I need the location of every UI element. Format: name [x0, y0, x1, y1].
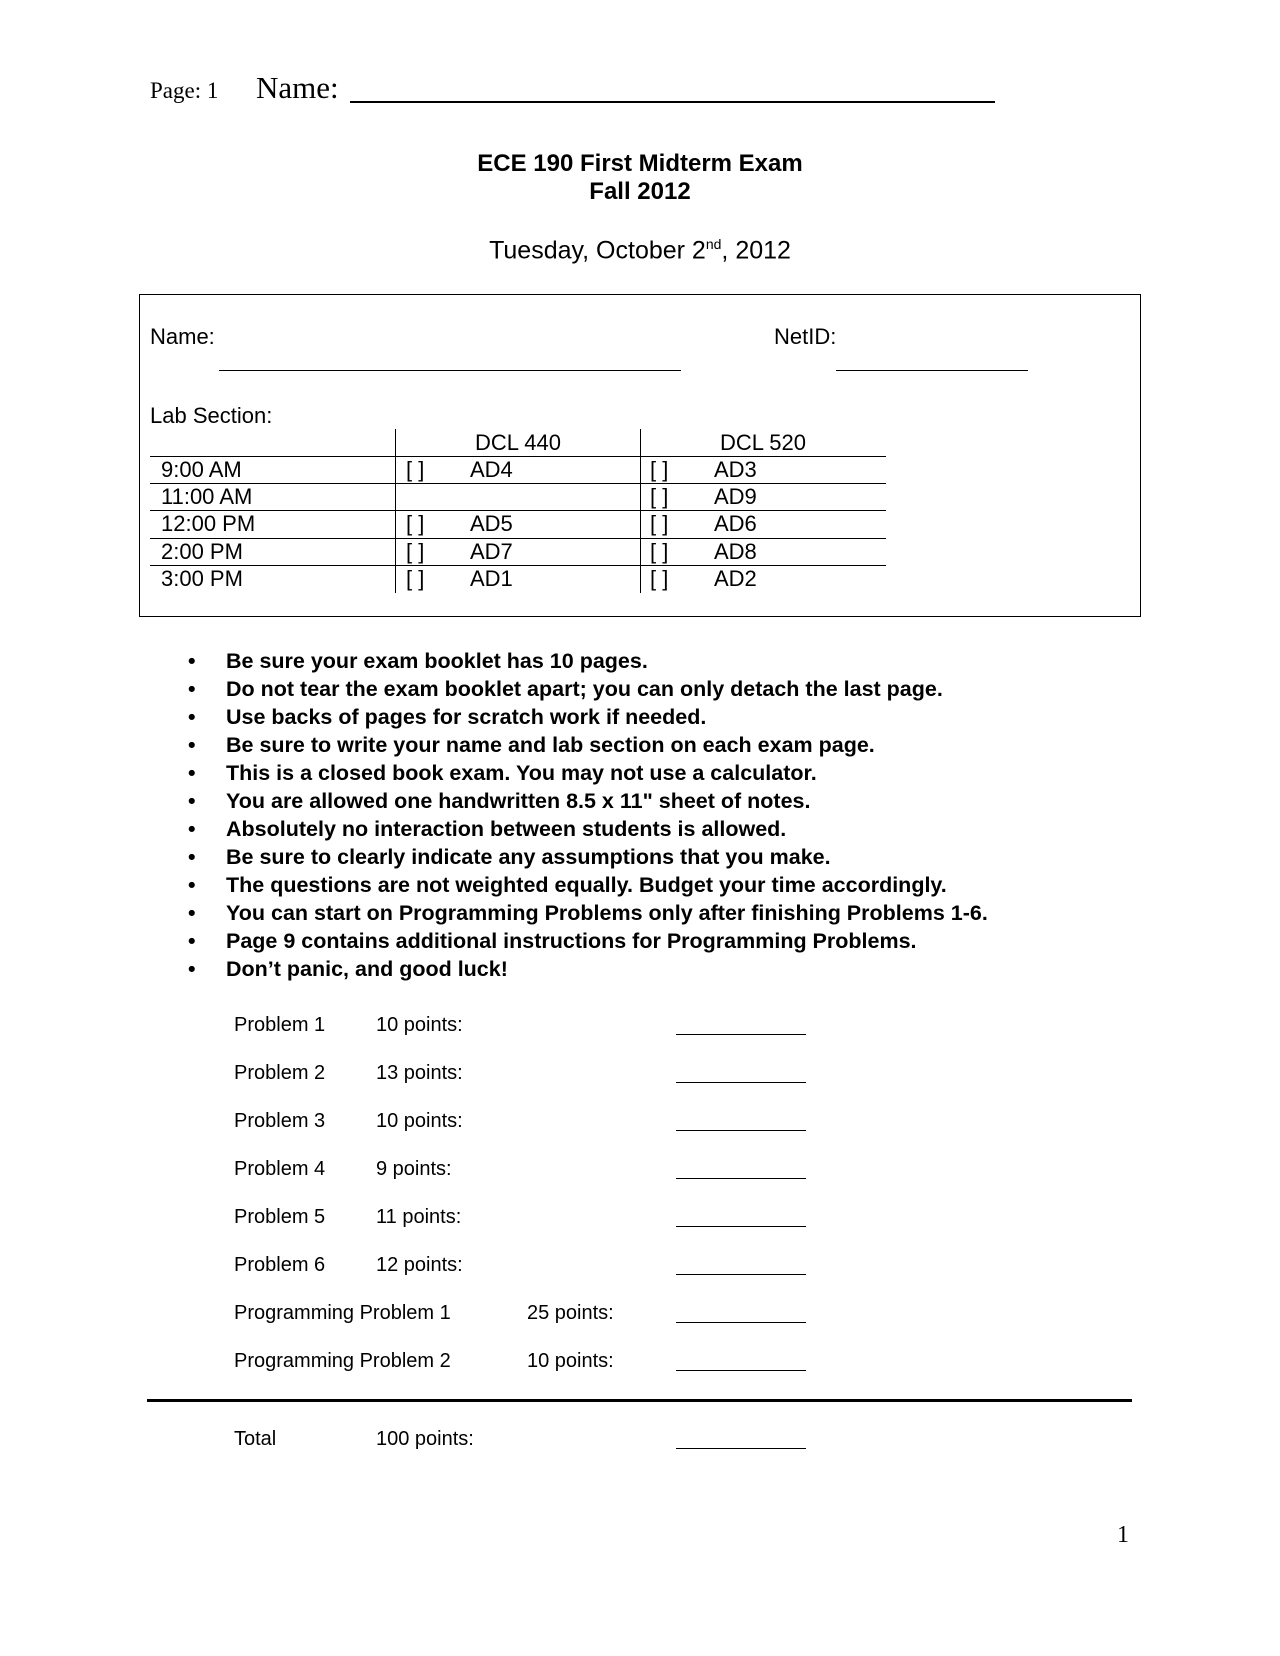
bullet-icon: •: [188, 873, 196, 897]
lab-section-code: AD1: [470, 566, 513, 591]
bullet-icon: •: [188, 677, 196, 701]
bullet-icon: •: [188, 901, 196, 925]
page-number: 1: [1117, 1522, 1129, 1548]
score-row: [0, 1350, 1280, 1376]
score-blank[interactable]: [676, 1178, 806, 1179]
lab-checkbox[interactable]: [ ]: [650, 457, 669, 482]
total-label: Total: [234, 1428, 277, 1450]
score-row: [0, 1062, 1280, 1088]
lab-section-label: Lab Section:: [150, 403, 273, 428]
score-row: [0, 1254, 1280, 1280]
lab-checkbox[interactable]: [ ]: [406, 511, 425, 536]
table-rule: [150, 510, 886, 511]
instruction-item: • This is a closed book exam. You may not use a calculator.: [188, 761, 817, 785]
instruction-item: • You can start on Programming Problems only after finishing Problems 1-6.: [188, 901, 988, 925]
instruction-item: • Be sure to clearly indicate any assumptions that you make.: [188, 845, 831, 869]
problem-points: 10 points:: [376, 1110, 463, 1132]
score-blank[interactable]: [676, 1274, 806, 1275]
score-row: [0, 1158, 1280, 1184]
score-blank[interactable]: [676, 1322, 806, 1323]
table-rule: [150, 483, 886, 484]
problem-points: 10 points:: [376, 1014, 463, 1036]
total-points: 100 points:: [376, 1428, 474, 1450]
total-row: [0, 1428, 1280, 1454]
bullet-icon: •: [188, 649, 196, 673]
bullet-icon: •: [188, 761, 196, 785]
instruction-item: • Use backs of pages for scratch work if needed.: [188, 705, 707, 729]
bullet-icon: •: [188, 929, 196, 953]
score-blank[interactable]: [676, 1130, 806, 1131]
problem-label: Problem 4: [234, 1158, 326, 1180]
info-name-label: Name:: [150, 324, 215, 349]
instruction-item: • The questions are not weighted equally. Budget your time accordingly.: [188, 873, 947, 897]
bullet-icon: •: [188, 957, 196, 981]
problem-label: Programming Problem 2: [234, 1350, 451, 1372]
lab-section-code: AD7: [470, 539, 513, 564]
table-rule: [150, 456, 886, 457]
header-name-label: Name:: [256, 70, 339, 105]
netid-label: NetID:: [774, 324, 837, 349]
score-row: [0, 1110, 1280, 1136]
lab-section-code: AD2: [714, 566, 757, 591]
lab-checkbox[interactable]: [ ]: [650, 566, 669, 591]
problem-label: Programming Problem 1: [234, 1302, 451, 1324]
lab-section-code: AD5: [470, 511, 513, 536]
lab-checkbox[interactable]: [ ]: [406, 566, 425, 591]
problem-points: 10 points:: [527, 1350, 614, 1372]
problem-points: 25 points:: [527, 1302, 614, 1324]
lab-time: 2:00 PM: [161, 539, 243, 564]
instruction-item: • Do not tear the exam booklet apart; you can only detach the last page.: [188, 677, 943, 701]
lab-checkbox[interactable]: [ ]: [650, 539, 669, 564]
problem-label: Problem 3: [234, 1110, 326, 1132]
bullet-icon: •: [188, 817, 196, 841]
instruction-item: • You are allowed one handwritten 8.5 x 11" sheet of notes.: [188, 789, 811, 813]
lab-section-code: AD3: [714, 457, 757, 482]
problem-label: Problem 6: [234, 1254, 326, 1276]
lab-section-code: AD6: [714, 511, 757, 536]
page-label: Page: 1: [150, 78, 219, 103]
exam-title: ECE 190 First Midterm Exam: [477, 150, 803, 177]
instruction-item: • Be sure to write your name and lab section on each exam page.: [188, 733, 875, 757]
exam-term: Fall 2012: [589, 178, 691, 205]
lab-time: 9:00 AM: [161, 457, 242, 482]
column-header-dcl520: DCL 520: [719, 430, 806, 455]
netid-field[interactable]: [836, 370, 1028, 371]
info-name-field[interactable]: [219, 370, 681, 371]
lab-section-code: AD9: [714, 484, 757, 509]
lab-time: 12:00 PM: [161, 511, 256, 536]
lab-section-code: AD4: [470, 457, 513, 482]
bullet-icon: •: [188, 733, 196, 757]
problem-points: 9 points:: [376, 1158, 452, 1180]
lab-time: 11:00 AM: [161, 484, 253, 509]
lab-checkbox[interactable]: [ ]: [650, 484, 669, 509]
instruction-item: • Absolutely no interaction between students is allowed.: [188, 817, 787, 841]
total-divider: [147, 1399, 1132, 1402]
score-row: [0, 1014, 1280, 1040]
total-score-blank[interactable]: [676, 1448, 806, 1449]
score-blank[interactable]: [676, 1034, 806, 1035]
score-blank[interactable]: [676, 1370, 806, 1371]
problem-points: 11 points:: [376, 1206, 462, 1228]
problem-points: 13 points:: [376, 1062, 463, 1084]
table-divider: [640, 429, 641, 593]
problem-label: Problem 2: [234, 1062, 326, 1084]
bullet-icon: •: [188, 789, 196, 813]
table-rule: [150, 538, 886, 539]
instruction-item: • Don’t panic, and good luck!: [188, 957, 508, 981]
score-blank[interactable]: [676, 1082, 806, 1083]
problem-label: Problem 5: [234, 1206, 326, 1228]
instruction-item: • Be sure your exam booklet has 10 pages.: [188, 649, 648, 673]
problem-points: 12 points:: [376, 1254, 463, 1276]
instruction-item: • Page 9 contains additional instructions for Programming Problems.: [188, 929, 917, 953]
lab-time: 3:00 PM: [161, 566, 243, 591]
lab-checkbox[interactable]: [ ]: [406, 457, 425, 482]
score-blank[interactable]: [676, 1226, 806, 1227]
score-row: [0, 1302, 1280, 1328]
bullet-icon: •: [188, 705, 196, 729]
lab-checkbox[interactable]: [ ]: [650, 511, 669, 536]
instructions-list: [186, 647, 988, 983]
header-name-blank[interactable]: [350, 101, 995, 103]
table-divider: [395, 429, 396, 593]
score-row: [0, 1206, 1280, 1232]
exam-date: Tuesday, October 2nd, 2012: [489, 236, 791, 265]
bullet-icon: •: [188, 845, 196, 869]
lab-checkbox[interactable]: [ ]: [406, 539, 425, 564]
lab-section-code: AD8: [714, 539, 757, 564]
column-header-dcl440: DCL 440: [474, 430, 561, 455]
problem-label: Problem 1: [234, 1014, 326, 1036]
table-rule: [150, 565, 886, 566]
